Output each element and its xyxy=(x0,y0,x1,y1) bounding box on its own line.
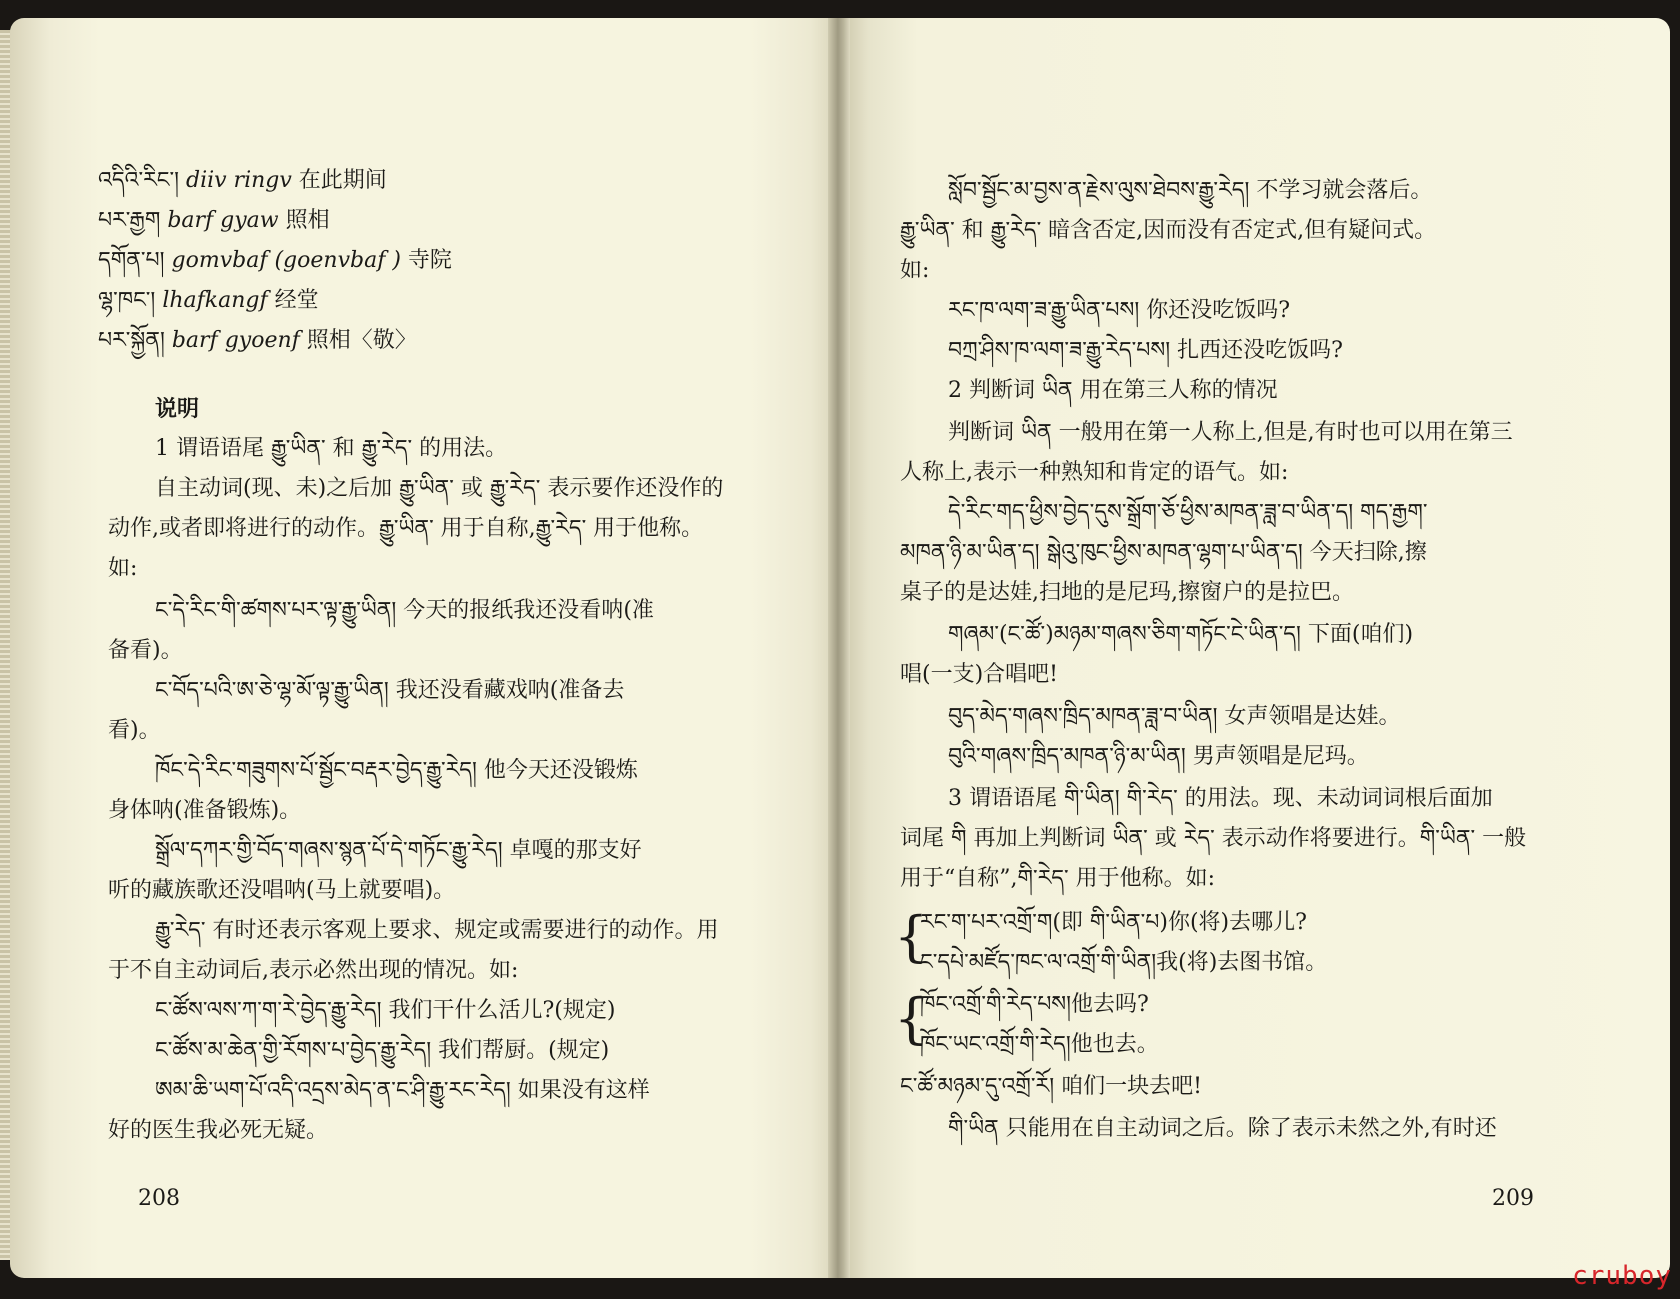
text-line: 词尾 གི 再加上判断词 ཡིན་ 或 རེད་ 表示动作将要进行。གི་ཡིན་ 一般 xyxy=(900,826,1527,851)
left-page xyxy=(10,18,842,1278)
page-number: 209 xyxy=(1492,1186,1534,1211)
text-line: ང་བོད་པའི་ཨ་ཅེ་ལྷ་མོ་ལྟ་རྒྱུ་ཡིན། 我还没看藏戏呐(准备去 xyxy=(155,678,625,703)
vocab-entry: ལྷ་ཁང་། lhafkangf 经堂 xyxy=(98,288,319,313)
text-line: བུའི་གཞས་ཁྲིད་མཁན་ཉི་མ་ཡིན། 男声领唱是尼玛。 xyxy=(948,744,1369,769)
text-line: བུད་མེད་གཞས་ཁྲིད་མཁན་ཟླ་བ་ཡིན། 女声领唱是达娃。 xyxy=(948,704,1401,729)
text-line: རང་ག་པར་འགྲོ་ག(即 གི་ཡིན་པ)你(将)去哪儿? xyxy=(920,910,1307,935)
text-line: 桌子的是达娃,扫地的是尼玛,擦窗户的是拉巴。 xyxy=(900,580,1354,605)
book-gutter xyxy=(828,18,850,1278)
text-line: 看)。 xyxy=(108,718,161,743)
text-line: ང་དེ་རིང་གི་ཚགས་པར་ལྟ་རྒྱུ་ཡིན། 今天的报纸我还没看呐(准 xyxy=(155,598,654,623)
vocab-entry: པར་སྐྱོན། barf gyoenf 照相〈敬〉 xyxy=(98,328,417,353)
text-line: གི་ཡིན 只能用在自主动词之后。除了表示未然之外,有时还 xyxy=(948,1116,1497,1141)
text-line: ཁོང་ཡང་འགྲོ་གི་རེད།他也去。 xyxy=(920,1032,1159,1057)
text-line: སྒྲོལ་དཀར་གྱི་བོད་གཞས་སྙན་པོ་དེ་གཏོང་རྒྱུ་རེད། 卓嘎的那支好 xyxy=(155,838,642,863)
vocab-entry: དགོན་པ། gomvbaf (goenvbaf ) 寺院 xyxy=(98,248,452,273)
text-line: རྒྱུ་ཡིན་ 和 རྒྱུ་རེད་ 暗含否定,因而没有否定式,但有疑问式。 xyxy=(900,218,1437,243)
vocab-entry: འདིའི་རིང་། diiv ringv 在此期间 xyxy=(98,168,387,193)
text-line: ཨམ་ཆི་ཡག་པོ་འདི་འདྲས་མེད་ན་ང་ཤི་རྒྱུ་རང་རེད། 如果没有这样 xyxy=(155,1078,650,1103)
text-line: 如: xyxy=(900,258,930,283)
text-line: 唱(一支)合唱吧! xyxy=(900,662,1059,687)
watermark-text: cruboy xyxy=(1572,1261,1672,1291)
text-line: 2 判断词 ཡིན 用在第三人称的情况 xyxy=(948,378,1278,403)
text-line: ང་ཚོ་མཉམ་དུ་འགྲོ་རོ། 咱们一块去吧! xyxy=(900,1074,1202,1099)
text-line: དེ་རིང་གད་ཕྱིས་བྱེད་དུས་སྒྲོག་ཅོ་ཕྱིས་མཁན་ཟླ་བ་ཡིན་ད། གད་རྒྱག་ xyxy=(948,500,1428,525)
brace-bracket: { xyxy=(894,987,929,1050)
text-line: 于不自主动词后,表示必然出现的情况。如: xyxy=(108,958,519,983)
brace-bracket: { xyxy=(894,905,929,968)
text-line: 人称上,表示一种熟知和肯定的语气。如: xyxy=(900,460,1289,485)
text-line: རྒྱུ་རེད་ 有时还表示客观上要求、规定或需要进行的动作。用 xyxy=(155,918,719,943)
text-line: ང་ཚོས་ལས་ཀ་ག་རེ་བྱེད་རྒྱུ་རེད། 我们干什么活儿?(规定) xyxy=(155,998,616,1023)
text-line: 判断词 ཡིན 一般用在第一人称上,但是,有时也可以用在第三 xyxy=(948,420,1513,445)
text-line: 动作,或者即将进行的动作。རྒྱུ་ཡིན་ 用于自称,རྒྱུ་རེད་ 用于他称。 xyxy=(108,516,704,541)
section-heading: 说明 xyxy=(155,396,200,422)
text-line: མཁན་ཉི་མ་ཡིན་ད། སྒེའུ་ཁུང་ཕྱིས་མཁན་ལྷག་པ་ཡིན་ད། 今天扫除,擦 xyxy=(900,540,1427,565)
text-line: 身体呐(准备锻炼)。 xyxy=(108,798,302,823)
text-line: 备看)。 xyxy=(108,638,183,663)
text-line: ང་དཔེ་མཛོད་ཁང་ལ་འགྲོ་གི་ཡིན།我(将)去图书馆。 xyxy=(920,950,1328,975)
text-line: སློབ་སྦྱོང་མ་བྱས་ན་རྗེས་ལུས་ཐེབས་རྒྱུ་རེད། 不学习就会落后。 xyxy=(948,178,1433,203)
right-page xyxy=(838,18,1670,1278)
text-line: 1 谓语语尾 རྒྱུ་ཡིན་ 和 རྒྱུ་རེད་ 的用法。 xyxy=(155,436,508,461)
text-line: གཞམ་(ང་ཚོ་)མཉམ་གཞས་ཅིག་གཏོང་ངེ་ཡིན་ད། 下面(咱们) xyxy=(948,622,1414,647)
page-number: 208 xyxy=(138,1186,180,1211)
text-line: རང་ཁ་ལག་ཟ་རྒྱུ་ཡིན་པས། 你还没吃饭吗? xyxy=(948,298,1291,323)
text-line: 自主动词(现、未)之后加 རྒྱུ་ཡིན་ 或 རྒྱུ་རེད་ 表示要作还没作的 xyxy=(155,476,724,501)
text-line: ཁོང་འགྲོ་གི་རེད་པས།他去吗? xyxy=(920,992,1149,1017)
text-line: 3 谓语语尾 གི་ཡིན། གི་རེད་ 的用法。现、未动词词根后面加 xyxy=(948,786,1493,811)
text-line: 用于“自称”,གི་རེད་ 用于他称。如: xyxy=(900,866,1216,891)
text-line: ང་ཚོས་མ་ཆེན་གྱི་རོགས་པ་བྱེད་རྒྱུ་རེད། 我们帮厨。(规定) xyxy=(155,1038,610,1063)
vocab-entry: པར་རྒྱག barf gyaw 照相 xyxy=(98,208,330,233)
text-line: བཀྲ་ཤིས་ཁ་ལག་ཟ་རྒྱུ་རེད་པས། 扎西还没吃饭吗? xyxy=(948,338,1343,363)
text-line: 好的医生我必死无疑。 xyxy=(108,1118,329,1143)
text-line: 听的藏族歌还没唱呐(马上就要唱)。 xyxy=(108,878,456,903)
text-line: 如: xyxy=(108,556,138,581)
text-line: ཁོང་དེ་རིང་གཟུགས་པོ་སྦྱོང་བརྡར་བྱེད་རྒྱུ་རེད། 他今天还没锻炼 xyxy=(155,758,638,783)
